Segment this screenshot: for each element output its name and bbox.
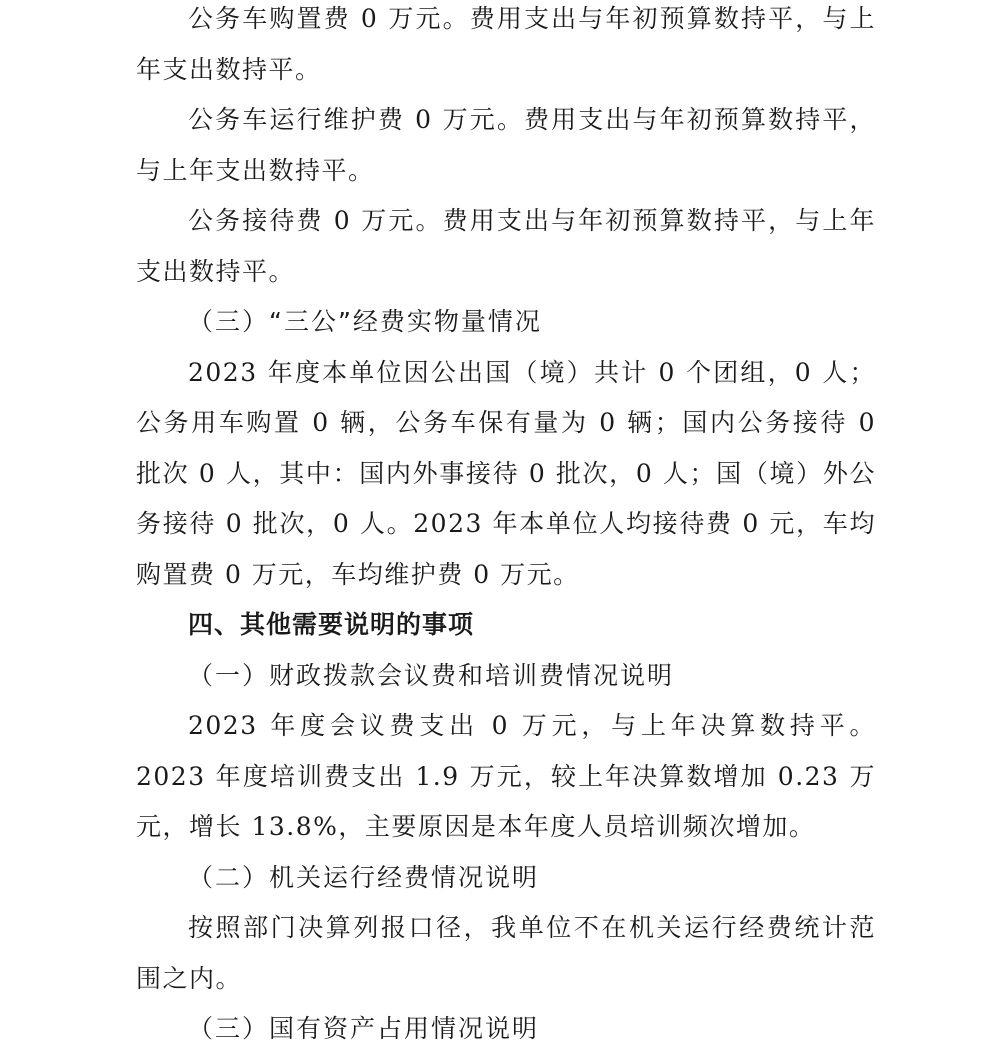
heading-physical-quantity: （三）“三公”经费实物量情况 [188,307,542,336]
paragraph-physical-detail: 2023 年度本单位因公出国（境）共计 0 个团组，0 人；公务用车购置 0 辆，公务车保有量为 0 辆；国内公务接待 0 批次 0 人，其中：国内外事接待 0 批次，0 人；国（境）外公务接待 0 批次，0 人。2023 年本单位人均接待费 0 元，车均购置费 0 万元，车均维护费 0 万元。 [136,357,876,589]
paragraph-reception: 公务接待费 0 万元。费用支出与年初预算数持平，与上年支出数持平。 [136,206,876,286]
heading-operating-funds: （二）机关运行经费情况说明 [188,862,540,892]
paragraph-car-purchase: 公务车购置费 0 万元。费用支出与年初预算数持平，与上年支出数持平。 [136,4,876,84]
document-page [136,0,876,1055]
heading-meeting-training: （一）财政拨款会议费和培训费情况说明 [188,660,675,690]
heading-state-assets: （三）国有资产占用情况说明 [188,1014,540,1043]
paragraph-meeting-training-detail: 2023 年度会议费支出 0 万元，与上年决算数持平。2023 年度培训费支出 1.9 万元，较上年决算数增加 0.23 万元，增长 13.8%，主要原因是本年度人员培训频次增加。 [136,711,876,841]
paragraph-car-maintenance: 公务车运行维护费 0 万元。费用支出与年初预算数持平，与上年支出数持平。 [136,105,876,185]
section-heading-other-matters: 四、其他需要说明的事项 [188,610,475,639]
paragraph-operating-funds-detail: 按照部门决算列报口径，我单位不在机关运行经费统计范围之内。 [136,913,876,993]
